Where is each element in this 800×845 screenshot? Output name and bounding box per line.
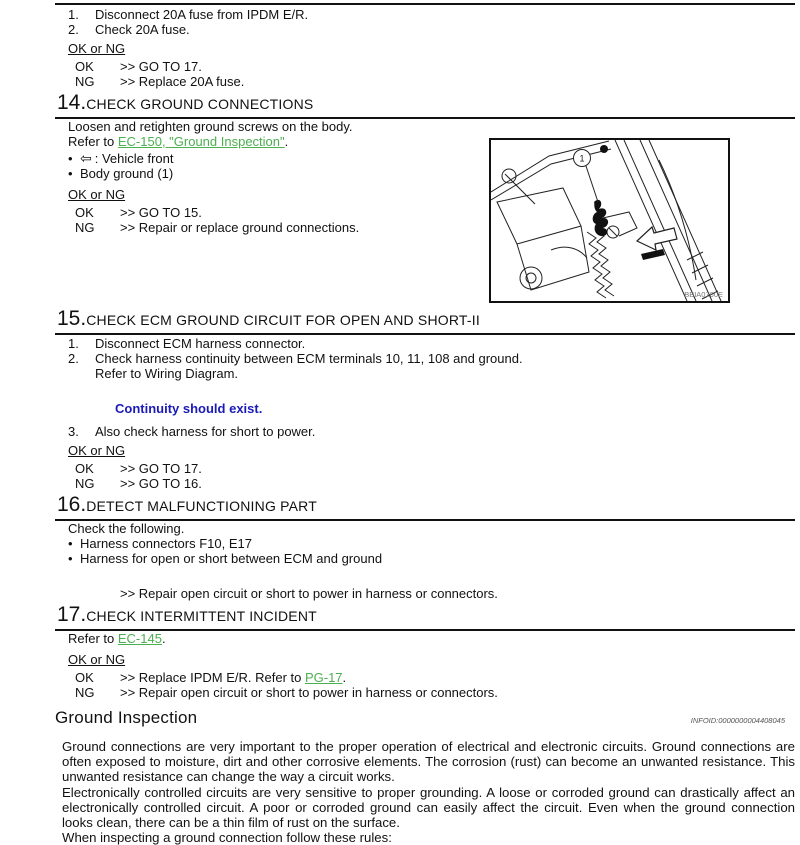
step-number: 16. [57, 493, 87, 516]
infoid-code: INFOID:0000000004408045 [690, 716, 785, 725]
list-item [55, 22, 795, 37]
result-text: >> Replace 20A fuse. [120, 74, 245, 89]
result-row [55, 685, 795, 700]
result-block [55, 670, 795, 700]
step-17-heading [57, 603, 795, 627]
bullet-text: Harness connectors F10, E17 [80, 536, 252, 551]
bullet-text: Harness for open or short between ECM and ground [80, 551, 383, 566]
vehicle-front-arrow-icon: ⇦ [80, 150, 92, 166]
result-row [55, 74, 795, 89]
bullet-dot: • [68, 166, 73, 181]
step-15-heading [57, 307, 795, 331]
result-text: >> Repair or replace ground connections. [120, 220, 360, 235]
result-key: OK [75, 59, 94, 74]
bullet-harness-connectors [68, 536, 795, 551]
result-key: OK [75, 461, 94, 476]
result-block [55, 205, 480, 235]
ground-inspection-text [62, 739, 795, 845]
refer-prefix: Refer to [68, 631, 118, 646]
bullet-vehicle-front [68, 151, 480, 166]
result-block [55, 59, 795, 89]
list-item-number: 2. [68, 22, 79, 37]
result-row [55, 59, 795, 74]
list-item [55, 336, 795, 351]
result-text: >> GO TO 17. [120, 461, 202, 476]
result-text: >> Repair open circuit or short to power in harness or connectors. [120, 685, 498, 700]
list-item [55, 351, 795, 381]
refer-suffix: . [161, 631, 166, 646]
list-item-text: Disconnect 20A fuse from IPDM E/R. [95, 7, 309, 22]
ok-or-ng-label: OK or NG [68, 443, 126, 458]
top-divider [55, 3, 795, 5]
link-ec145[interactable]: EC-145 [117, 631, 162, 646]
bullet-harness-open-short [68, 551, 795, 566]
instruction-line: Loosen and retighten ground screws on the body. [68, 119, 353, 134]
list-item-number: 2. [68, 351, 79, 366]
figure-callout-1: 1 [579, 153, 585, 164]
ok-or-ng-label: OK or NG [68, 41, 126, 56]
bullet-dot: • [68, 551, 73, 566]
bullet-body-ground [68, 166, 480, 181]
service-manual-page [0, 3, 800, 845]
refer-prefix: Refer to [68, 134, 118, 149]
refer-suffix: . [284, 134, 289, 149]
step-title: CHECK GROUND CONNECTIONS [86, 96, 314, 112]
continuity-note: Continuity should exist. [115, 401, 263, 416]
list-item-text: Check harness continuity between ECM terminals 10, 11, 108 and ground. Refer to Wiring Diagram. [95, 351, 523, 381]
result-block [55, 461, 795, 491]
paragraph: When inspecting a ground connection follow these rules: [62, 830, 392, 845]
list-item-text: Disconnect ECM harness connector. [95, 336, 306, 351]
result-text: >> Replace IPDM E/R. Refer to PG-17. [120, 670, 347, 685]
result-row [55, 205, 480, 220]
result-key: NG [75, 476, 95, 491]
list-item-number: 1. [68, 7, 79, 22]
bullet-dot: • [68, 151, 73, 166]
step-14-body [55, 119, 480, 235]
refer-line [68, 134, 480, 149]
result-row [55, 461, 795, 476]
ground-location-figure [489, 138, 730, 303]
figure-code-label: BBIA0760E [684, 290, 723, 299]
list-item-text: Also check harness for short to power. [95, 424, 316, 439]
list-item-number: 1. [68, 336, 79, 351]
paragraph: Ground connections are very important to the proper operation of electrical and electronic circuits. Ground connections are often exposed to moisture, dirt and other corrosive elements. The corrosion (rust) can become an unwanted resistance. This unwanted resistance can change the way a circuit works. [62, 739, 795, 785]
result-key: NG [75, 685, 95, 700]
refer-line [68, 631, 795, 646]
list-item [55, 424, 795, 439]
bullet-text: : Vehicle front [94, 151, 174, 166]
step-number: 17. [57, 603, 87, 626]
step-16-heading [57, 493, 795, 517]
step-title: CHECK ECM GROUND CIRCUIT FOR OPEN AND SHORT-II [86, 312, 480, 328]
step-number: 15. [57, 307, 87, 330]
result-text: >> GO TO 15. [120, 205, 202, 220]
step-title: DETECT MALFUNCTIONING PART [86, 498, 317, 514]
ok-or-ng-label: OK or NG [68, 187, 126, 202]
bullet-text: Body ground (1) [80, 166, 174, 181]
result-row [55, 220, 480, 235]
result-key: OK [75, 670, 94, 685]
result-row [55, 476, 795, 491]
section-title: Ground Inspection [55, 708, 198, 727]
step-title: CHECK INTERMITTENT INCIDENT [86, 608, 317, 624]
result-key: OK [75, 205, 94, 220]
result-text: >> GO TO 16. [120, 476, 202, 491]
instruction-line: Check the following. [68, 521, 185, 536]
paragraph: Electronically controlled circuits are very sensitive to proper grounding. A loose or corroded ground can drastically affect an electronically controlled circuit. A poor or corroded ground can easily affect the circuit. Even when the ground connection looks clean, there can be a thin film of rust on the surface. [62, 784, 795, 831]
step-number: 14. [57, 91, 87, 114]
result-key: NG [75, 220, 95, 235]
link-ec150-ground-inspection[interactable]: EC-150, "Ground Inspection" [117, 134, 285, 149]
list-item-number: 3. [68, 424, 79, 439]
list-item-text: Check 20A fuse. [95, 22, 190, 37]
result-key: NG [75, 74, 95, 89]
result-text: >> GO TO 17. [120, 59, 202, 74]
result-text: >> Repair open circuit or short to power in harness or connectors. [120, 586, 498, 601]
top-step-list [55, 7, 795, 37]
bullet-dot: • [68, 536, 73, 551]
list-item [55, 7, 795, 22]
step-14-heading [57, 91, 795, 115]
step-15-list [55, 336, 795, 381]
result-row [55, 670, 795, 685]
ground-inspection-heading [55, 710, 795, 728]
heading-divider [55, 333, 795, 335]
ok-or-ng-label: OK or NG [68, 652, 126, 667]
link-pg17[interactable]: PG-17 [304, 670, 343, 685]
engine-bay-line-art [491, 140, 728, 301]
